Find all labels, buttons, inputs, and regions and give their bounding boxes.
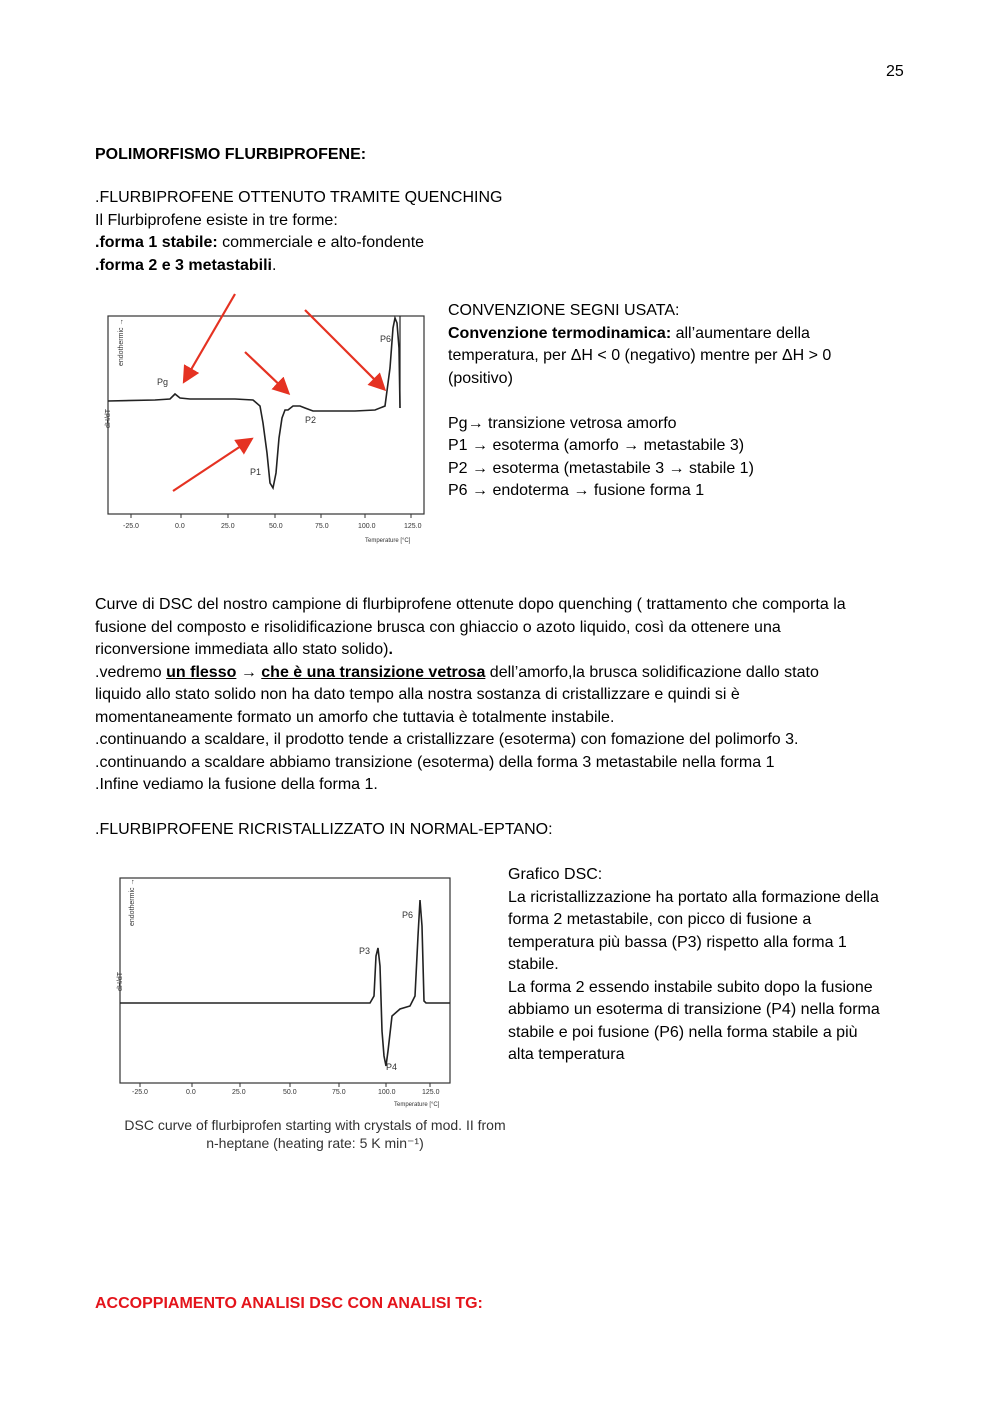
figure2-tick-6: 125.0	[422, 1089, 440, 1096]
section-title: POLIMORFISMO FLURBIPROFENE:	[95, 146, 367, 163]
figure2-x-ticks	[132, 1089, 440, 1096]
arrow-to-p2	[245, 352, 287, 392]
peak-label-p1: P1	[250, 467, 262, 477]
figure2-tick-4: 75.0	[332, 1089, 346, 1096]
intro-line-2: Il Flurbiprofene esiste in tre forme:	[95, 211, 338, 229]
figure1-arrows	[173, 294, 383, 491]
figure2-caption-line-2: n-heptane (heating rate: 5 K min⁻¹)	[206, 1135, 424, 1151]
intro-line-1: .FLURBIPROFENE OTTENUTO TRAMITE QUENCHING	[95, 189, 503, 206]
section2-title: .FLURBIPROFENE RICRISTALLIZZATO IN NORMAL-EPTANO:	[95, 821, 553, 838]
dsc-paragraph	[95, 594, 955, 797]
paragraph-line-3: riconversione immediata allo stato solido).	[95, 641, 393, 658]
dsc-text-8: stabile e poi fusione (P6) nella forma stabile a più	[508, 1023, 858, 1041]
intro-form1: .forma 1 stabile: commerciale e alto-fondente	[95, 234, 425, 251]
figure1-ylabel-side: dH/dT	[105, 408, 112, 428]
dsc-figure-2	[110, 866, 495, 1111]
figure1-ylabel-top: endothermic →	[118, 318, 125, 366]
peak-label-p2: P2	[305, 415, 317, 425]
intro-form23: .forma 2 e 3 metastabili.	[95, 256, 277, 274]
figure1-xlabel: Temperature [°C]	[365, 538, 411, 544]
convention-line-3: (positivo)	[448, 369, 513, 387]
figure1-tick-5: 100.0	[358, 523, 376, 530]
dsc-text-1: Grafico DSC:	[508, 866, 603, 883]
peak-label-p3: P3	[359, 946, 371, 956]
arrow-to-pg	[185, 294, 235, 380]
paragraph-line-9: .Infine vediamo la fusione della forma 1.	[95, 776, 378, 793]
convention-p1: P1 → esoterma (amorfo → metastabile 3)	[448, 437, 745, 454]
convention-line-2: temperatura, per ΔH < 0 (negativo) mentre per ΔH > 0	[448, 347, 832, 364]
paragraph-line-4: .vedremo un flesso → che è una transizione vetrosa dell’amorfo,la brusca solidificazione dallo stato	[95, 663, 819, 681]
arrow-to-p6	[305, 310, 383, 388]
figure1-tick-0: -25.0	[123, 523, 139, 530]
convention-heading: CONVENZIONE SEGNI USATA:	[448, 302, 680, 319]
figure1-tick-3: 50.0	[269, 523, 283, 530]
final-heading: ACCOPPIAMENTO ANALISI DSC CON ANALISI TG:	[95, 1295, 483, 1312]
paragraph-line-1: Curve di DSC del nostro campione di flurbiprofene ottenute dopo quenching ( trattamento che comporta la	[95, 596, 846, 613]
dsc-text-5: stabile.	[508, 956, 559, 973]
figure2-caption	[110, 1116, 520, 1152]
peak-label-pg: Pg	[157, 377, 169, 387]
peak-label-p4: P4	[386, 1062, 398, 1072]
figure2-xlabel: Temperature [°C]	[394, 1102, 440, 1108]
figure1-tick-6: 125.0	[404, 523, 422, 530]
paragraph-line-7: .continuando a scaldare, il prodotto tende a cristallizzare (esoterma) con fomazione del polimorfo 3.	[95, 731, 799, 748]
paragraph-line-6: momentaneamente formato un amorfo che tuttavia è totalmente instabile.	[95, 708, 615, 726]
convention-p2: P2 → esoterma (metastabile 3 → stabile 1)	[448, 459, 754, 477]
dsc-text-3: forma 2 metastabile, con picco di fusione a	[508, 911, 812, 928]
dsc-explanation	[508, 864, 880, 1067]
figure1-tick-2: 25.0	[221, 523, 235, 530]
dsc-figure-1	[95, 288, 440, 553]
figure2-caption-line-1: DSC curve of flurbiprofen starting with crystals of mod. II from	[124, 1117, 506, 1133]
paragraph-line-2: fusione del composto e risolidificazione brusca con ghiaccio o azoto liquido, così da ottenere una	[95, 618, 781, 636]
figure2-tick-1: 0.0	[186, 1089, 196, 1096]
convention-line-1: Convenzione termodinamica: all’aumentare della	[448, 324, 810, 342]
dsc-text-7: abbiamo un esoterma di transizione (P4) nella forma	[508, 1001, 880, 1018]
paragraph-line-8: .continuando a scaldare abbiamo transizione (esoterma) della forma 3 metastabile nella forma 1	[95, 753, 775, 771]
page-number: 25	[886, 63, 904, 80]
dsc-text-6: La forma 2 essendo instabile subito dopo la fusione	[508, 978, 873, 996]
figure2-tick-3: 50.0	[283, 1089, 297, 1096]
figure1-tick-4: 75.0	[315, 523, 329, 530]
peak-label-p6: P6	[380, 334, 392, 344]
figure1-x-ticks	[123, 523, 422, 530]
dsc-figure-2-frame	[120, 878, 450, 1083]
convention-block	[448, 300, 831, 503]
dsc-figure-1-curve	[108, 318, 400, 488]
intro	[95, 187, 502, 277]
dsc-text-2: La ricristallizzazione ha portato alla formazione della	[508, 888, 879, 906]
figure2-tick-5: 100.0	[378, 1089, 396, 1096]
dsc-text-9: alta temperatura	[508, 1046, 625, 1063]
figure2-tick-2: 25.0	[232, 1089, 246, 1096]
peak-label-p6-b: P6	[402, 910, 414, 920]
figure2-tick-0: -25.0	[132, 1089, 148, 1096]
paragraph-line-5: liquido allo stato solido non ha dato tempo alla nostra sostanza di cristallizzare e quindi si è	[95, 686, 740, 703]
figure2-ylabel-side: dH/dT	[117, 971, 124, 991]
convention-pg: Pg→ transizione vetrosa amorfo	[448, 414, 677, 432]
figure1-tick-1: 0.0	[175, 523, 185, 530]
dsc-figure-1-frame	[108, 316, 424, 514]
figure2-ylabel-top: endothermic →	[129, 878, 136, 926]
convention-p6: P6 → endoterma → fusione forma 1	[448, 482, 705, 499]
arrow-to-p1	[173, 440, 250, 491]
dsc-figure-2-curve	[120, 900, 450, 1066]
dsc-text-4: temperatura più bassa (P3) rispetto alla forma 1	[508, 933, 847, 951]
